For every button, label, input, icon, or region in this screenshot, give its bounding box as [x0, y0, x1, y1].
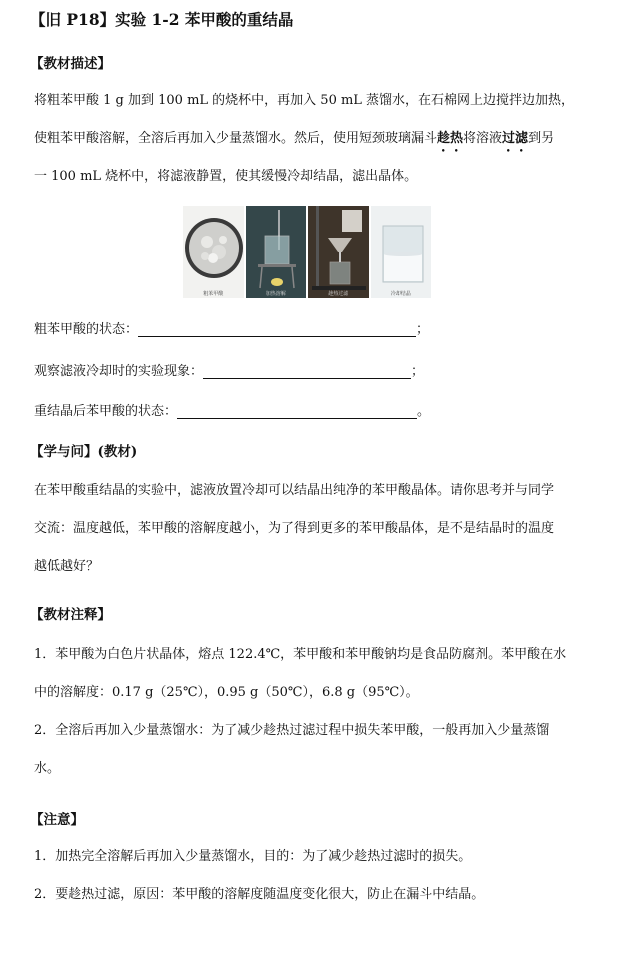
attention-paragraph	[34, 838, 594, 914]
description-paragraph	[34, 82, 594, 196]
photo-cooling-crystallization	[371, 206, 432, 298]
description-line-2-part-c: 将溶液	[463, 131, 503, 146]
page-title: 【旧 P18】实验 1-2 苯甲酸的重结晶	[30, 10, 294, 29]
beaker-crystals-image	[371, 206, 432, 298]
answer-blank-recrystallized-state[interactable]	[177, 404, 417, 419]
note-1-line-1: 1．苯甲酸为白色片状晶体，熔点 122.4℃，苯甲酸和苯甲酸钠均是食品防腐剂。苯甲酸在水	[34, 647, 567, 662]
question-crude-state-end: ；	[416, 322, 430, 337]
photo-caption-3: 趁热过滤	[328, 291, 349, 297]
heading-textbook-description: 【教材描述】	[30, 56, 111, 72]
crystal-dish-image	[183, 206, 244, 298]
experiment-photos	[183, 206, 431, 298]
question-cooling-phenomenon-label: 观察滤液冷却时的实验现象：	[34, 364, 204, 379]
note-2-line-1: 2．全溶后再加入少量蒸馏水：为了减少趁热过滤过程中损失苯甲酸，一般再加入少量蒸馏	[34, 723, 550, 738]
description-line-2-part-a: 使粗苯甲酸溶解，全溶后再加入少量蒸馏水。然后，使用短颈玻璃漏斗	[34, 131, 438, 146]
photo-heating-dissolving	[246, 206, 307, 298]
description-line-2-part-e: 到另	[528, 131, 555, 146]
question-crude-state-label: 粗苯甲酸的状态：	[34, 322, 139, 337]
emphasis-filter: 过滤	[502, 131, 529, 146]
question-cooling-phenomenon	[34, 360, 424, 379]
learn-and-ask-line-2: 交流：温度越低，苯甲酸的溶解度越小，为了得到更多的苯甲酸晶体，是不是结晶时的温度	[34, 521, 555, 536]
photo-caption-1: 粗苯甲酸	[203, 291, 224, 297]
description-line-3: 一 100 mL 烧杯中，将滤液静置，使其缓慢冷却结晶，滤出晶体。	[34, 169, 418, 184]
photo-caption-2: 加热溶解	[265, 291, 286, 297]
photo-crude-benzoic-acid	[183, 206, 244, 298]
attention-note-1: 1．加热完全溶解后再加入少量蒸馏水，目的：为了减少趁热过滤时的损失。	[34, 849, 472, 864]
learn-and-ask-line-1: 在苯甲酸重结晶的实验中，滤液放置冷却可以结晶出纯净的苯甲酸晶体。请你思考并与同学	[34, 483, 555, 498]
question-recrystallized-state-end: 。	[417, 404, 431, 419]
learn-and-ask-line-3: 越低越好？	[34, 559, 100, 574]
emphasis-while-hot: 趁热	[437, 131, 464, 146]
question-cooling-phenomenon-end: ；	[411, 364, 425, 379]
photo-hot-filtration	[308, 206, 369, 298]
heating-apparatus-image	[246, 206, 307, 298]
heading-attention: 【注意】	[30, 812, 84, 828]
answer-blank-crude-state[interactable]	[138, 322, 416, 337]
description-line-2	[34, 120, 594, 158]
note-2-line-2: 水。	[34, 761, 61, 776]
textbook-notes-paragraph	[34, 636, 594, 788]
description-line-1: 将粗苯甲酸 1 g 加到 100 mL 的烧杯中，再加入 50 mL 蒸馏水，在石棉网上边搅拌边加热，	[34, 93, 575, 108]
answer-blank-cooling-phenomenon[interactable]	[203, 364, 411, 379]
question-recrystallized-state-label: 重结晶后苯甲酸的状态：	[34, 404, 178, 419]
note-1-line-2: 中的溶解度：0.17 g（25℃），0.95 g（50℃），6.8 g（95℃）。	[34, 685, 419, 700]
learn-and-ask-paragraph	[34, 472, 594, 586]
heading-learn-and-ask: 【学与问】(教材)	[30, 444, 138, 460]
question-crude-state	[34, 318, 429, 337]
attention-note-2: 2．要趁热过滤，原因：苯甲酸的溶解度随温度变化很大，防止在漏斗中结晶。	[34, 887, 485, 902]
filtration-apparatus-image	[308, 206, 369, 298]
heading-textbook-notes: 【教材注释】	[30, 607, 111, 623]
question-recrystallized-state	[34, 400, 430, 419]
photo-caption-4: 冷却结晶	[390, 291, 411, 297]
